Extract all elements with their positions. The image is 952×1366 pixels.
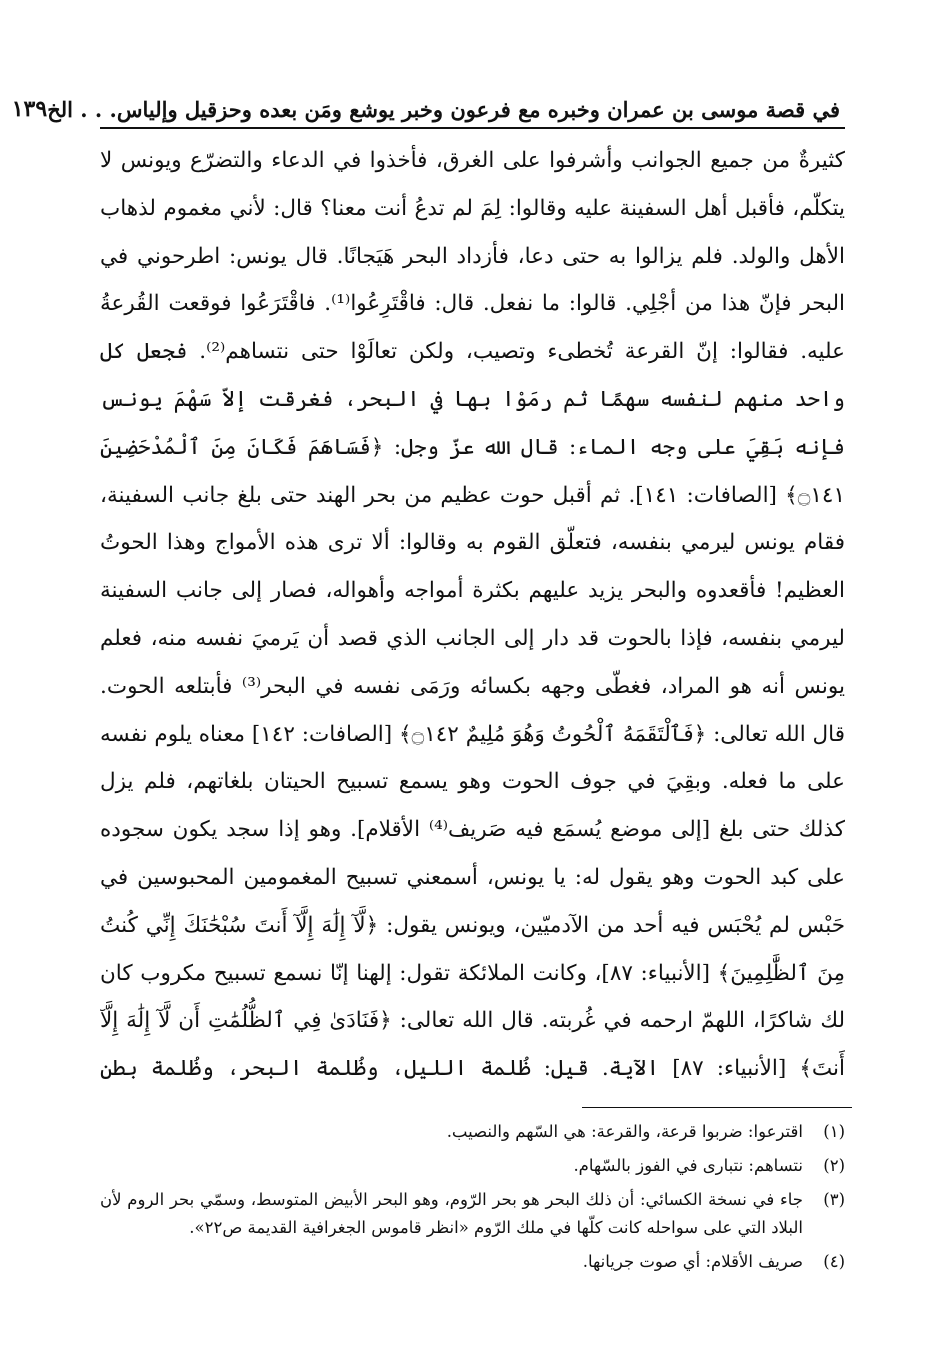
footnote-2 (100, 1152, 845, 1180)
footnote-1 (100, 1118, 845, 1146)
page-number: ١٣٩ (11, 96, 48, 122)
footnote-text: صريف الأقلام: أي صوت جريانها. (582, 1252, 803, 1271)
footnote-3 (100, 1186, 845, 1242)
footnote-text: نتساهم: نتبارى في الفوز بالسّهام. (573, 1156, 803, 1175)
running-header (11, 82, 840, 122)
header-rule (100, 127, 845, 129)
footnotes (100, 1118, 845, 1282)
main-paragraph: كثيرةٌ من جميع الجوانب وأشرفوا على الغرق، فأخذوا في الدعاء والتضرّع ويونس لا يتكلّم، فأقبل أهل السفينة عليه وقالوا: لِمَ لم تدعُ أنت معنا؟ قال: لأني مغموم لذهاب الأهل والولد. فلم يزالوا به حتى دعا، فأزداد البحر هَيَجانًا. قال يونس: اطرحوني في البحر فإنّ هذا من أجْلِي. قالوا: ما نفعل. قال: فاقْتَرِعُوا⁽¹⁾. فاقْتَرَعُوا فوقعت القُرعةُ عليه. فقالوا: إنّ القرعة تُخطىء وتصيب، ولكن تعالَوْا حتى نتساهم⁽²⁾. فجعل كل واحد منهم لنفسه سهمًا ثم رمَوْا بها في البحر، فغرقت إلاّ سَهْمَ يونس فإنه بَقِيَ على وجه الماء: قال الله عزّ وجل: ﴿فَسَاهَمَ فَكَانَ مِنَ ٱلْمُدْحَضِينَ ۝١٤١﴾ [الصافات: ١٤١]. ثم أقبل حوت عظيم من بحر الهند حتى بلغ جانب السفينة، فقام يونس ليرمي بنفسه، فتعلّق القوم به وقالوا: ألا ترى هذه الأمواج وهذا الحوتُ العظيم! فأقعدوه والبحر يزيد عليهم بكثرة أمواجه وأهواله، فصار إلى جانب السفينة ليرمي بنفسه، فإذا بالحوت قد دار إلى الجانب الذي قصد أن يَرميَ نفسه منه، فعلم يونس أنه هو المراد، فغطّى وجهه بكسائه ورَمَى نفسه في البحر⁽³⁾ فأبتلعه الحوت. قال الله تعالى: ﴿فَٱلْتَقَمَهُ ٱلْحُوتُ وَهُوَ مُلِيمٌ ۝١٤٢﴾ [الصافات: ١٤٢] معناه يلوم نفسه على ما فعله. وبقِيَ في جوف الحوت وهو يسمع تسبيح الحيتان بلغاتهم، فلم يزل كذلك حتى بلغ [إلى موضع يُسمَع فيه صَريف⁽⁴⁾ الأقلام]. وهو إذا سجد يكون سجوده على كبد الحوت وهو يقول له: يا يونس، أسمعني تسبيح المغمومين المحبوسين في حَبْس لم يُحْبَس فيه أحد من الآدميّين، ويونس يقول: ﴿لَّآ إِلَٰهَ إِلَّآ أَنتَ سُبْحَٰنَكَ إِنِّي كُنتُ مِنَ ٱلظَّٰلِمِينَ﴾ [الأنبياء: ٨٧]، وكانت الملائكة تقول: إلهنا إنّا نسمع تسبيح مكروب كان لك شاكرًا، اللهمّ ارحمه في غُربته. قال الله تعالى: ﴿فَنَادَىٰ فِي ٱلظُّلُمَٰتِ أَن لَّآ إِلَٰهَ إِلَّآ أَنتَ﴾ [الأنبياء: ٨٧] الآية. قيل: ظُلمة الليل، وظُلمة البحر، وظُلمة بطن (100, 148, 845, 1082)
footnote-text: اقترعوا: ضربوا قرعة، والقرعة: هي السّهم والنصيب. (446, 1122, 803, 1141)
running-title: في قصة موسى بن عمران وخبره مع فرعون وخبر يوشع ومَن بعده وحزقيل وإلياس. . . الخ (47, 97, 840, 122)
footnote-number: (٤) (823, 1252, 845, 1271)
footnote-number: (١) (823, 1122, 845, 1141)
footnote-4 (100, 1248, 845, 1276)
footnote-number: (٢) (823, 1156, 845, 1175)
footnote-text: جاء في نسخة الكسائي: أن ذلك البحر هو بحر الرّوم، وهو البحر الأبيض المتوسط، وسمّي بحر الروم لأن البلاد التي على سواحله كانت كلّها في ملك الرّوم «انظر قاموس الجغرافية القديمة ص٢٢». (100, 1190, 803, 1237)
footnote-separator (582, 1107, 852, 1108)
footnote-number: (٣) (823, 1190, 845, 1209)
main-text (100, 137, 845, 1097)
